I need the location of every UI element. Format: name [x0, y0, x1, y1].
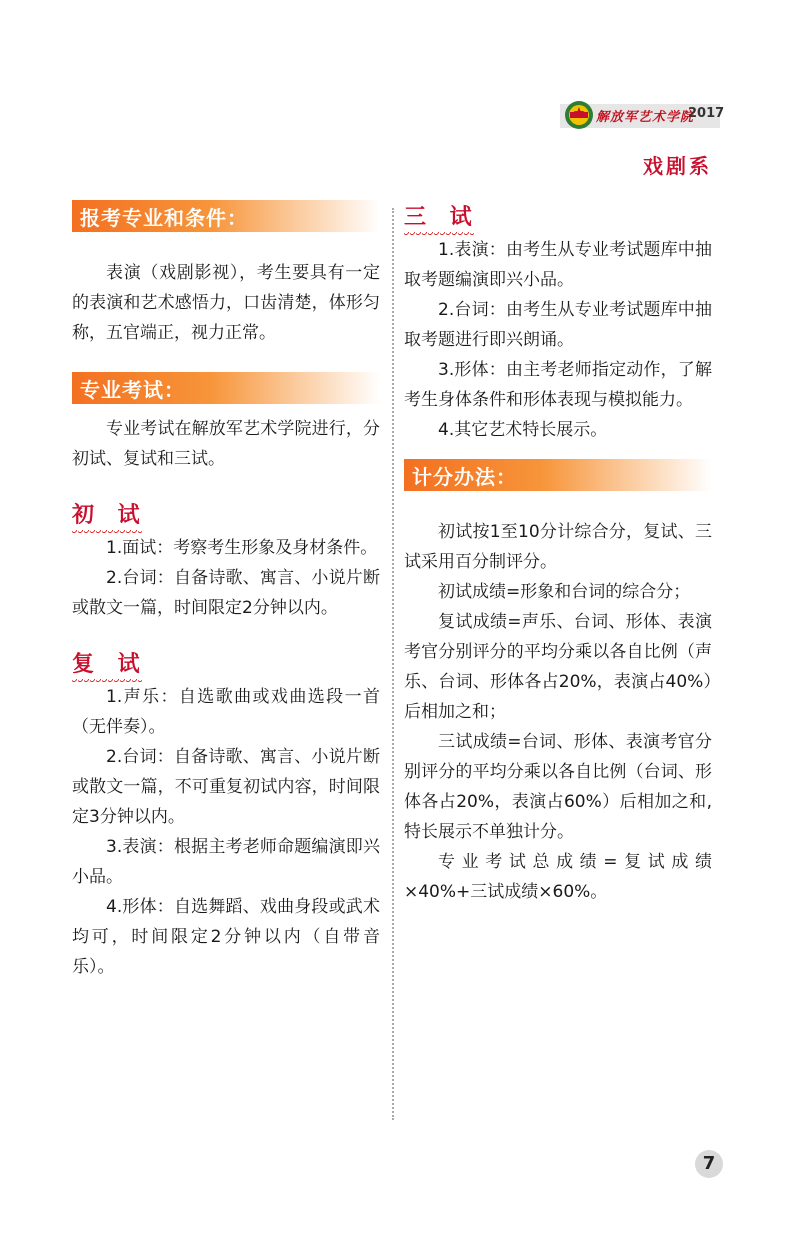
header-year: 2017 [688, 106, 725, 121]
scoring-heading: 计分办法： [412, 464, 517, 489]
second-round-item: 2.台词：自备诗歌、寓言、小说片断或散文一篇，不可重复初试内容，时间限定3分钟以内。 [72, 747, 380, 827]
page-number: 7 [695, 1150, 723, 1178]
second-round-heading: 复 试 [72, 647, 148, 680]
exam-text: 专业考试在解放军艺术学院进行，分初试、复试和三试。 [72, 419, 380, 469]
exam-heading: 专业考试： [80, 377, 185, 402]
third-round-item: 2.台词：由考生从专业考试题库中抽取考题进行即兴朗诵。 [404, 300, 712, 350]
requirements-text: 表演（戏剧影视），考生要具有一定的表演和艺术感悟力，口齿清楚，体形匀称，五官端正，视力正常。 [72, 263, 380, 343]
second-round-item: 3.表演：根据主考老师命题编演即兴小品。 [72, 837, 380, 887]
third-round-item: 1.表演：由考生从专业考试题库中抽取考题编演即兴小品。 [404, 240, 712, 290]
department-title: 戏剧系 [643, 154, 712, 178]
scoring-item: 专业考试总成绩=复试成绩×40%+三试成绩×60%。 [404, 852, 712, 902]
scoring-item: 复试成绩=声乐、台词、形体、表演考官分别评分的平均分乘以各自比例（声乐、台词、形体各占20%，表演占40%）后相加之和； [404, 612, 712, 722]
school-emblem-icon [564, 100, 594, 130]
left-column [72, 200, 380, 982]
requirements-banner [72, 200, 380, 232]
first-round-item: 1.面试：考察考生形象及身材条件。 [106, 538, 378, 558]
column-divider [392, 208, 394, 1120]
scoring-item: 初试按1至10分计综合分，复试、三试采用百分制评分。 [404, 522, 712, 572]
scoring-item: 三试成绩=台词、形体、表演考官分别评分的平均分乘以各自比例（台词、形体各占20%，表演占60%）后相加之和,特长展示不单独计分。 [404, 732, 712, 842]
first-round-heading: 初 试 [72, 498, 148, 531]
right-column [404, 200, 712, 907]
scoring-banner [404, 459, 712, 491]
second-round-item: 1.声乐：自选歌曲或戏曲选段一首（无伴奏）。 [72, 687, 380, 737]
exam-banner [72, 372, 380, 404]
third-round-heading: 三 试 [404, 200, 480, 233]
first-round-item: 2.台词：自备诗歌、寓言、小说片断或散文一篇，时间限定2分钟以内。 [72, 568, 380, 618]
requirements-heading: 报考专业和条件： [80, 205, 248, 230]
second-round-item: 4.形体：自选舞蹈、戏曲身段或武术均可，时间限定2分钟以内（自带音乐）。 [72, 897, 380, 977]
school-name: 解放军艺术学院 [596, 110, 695, 125]
scoring-item: 初试成绩=形象和台词的综合分； [438, 582, 691, 602]
third-round-item: 4.其它艺术特长展示。 [438, 420, 608, 440]
third-round-item: 3.形体：由主考老师指定动作，了解考生身体条件和形体表现与模拟能力。 [404, 360, 712, 410]
